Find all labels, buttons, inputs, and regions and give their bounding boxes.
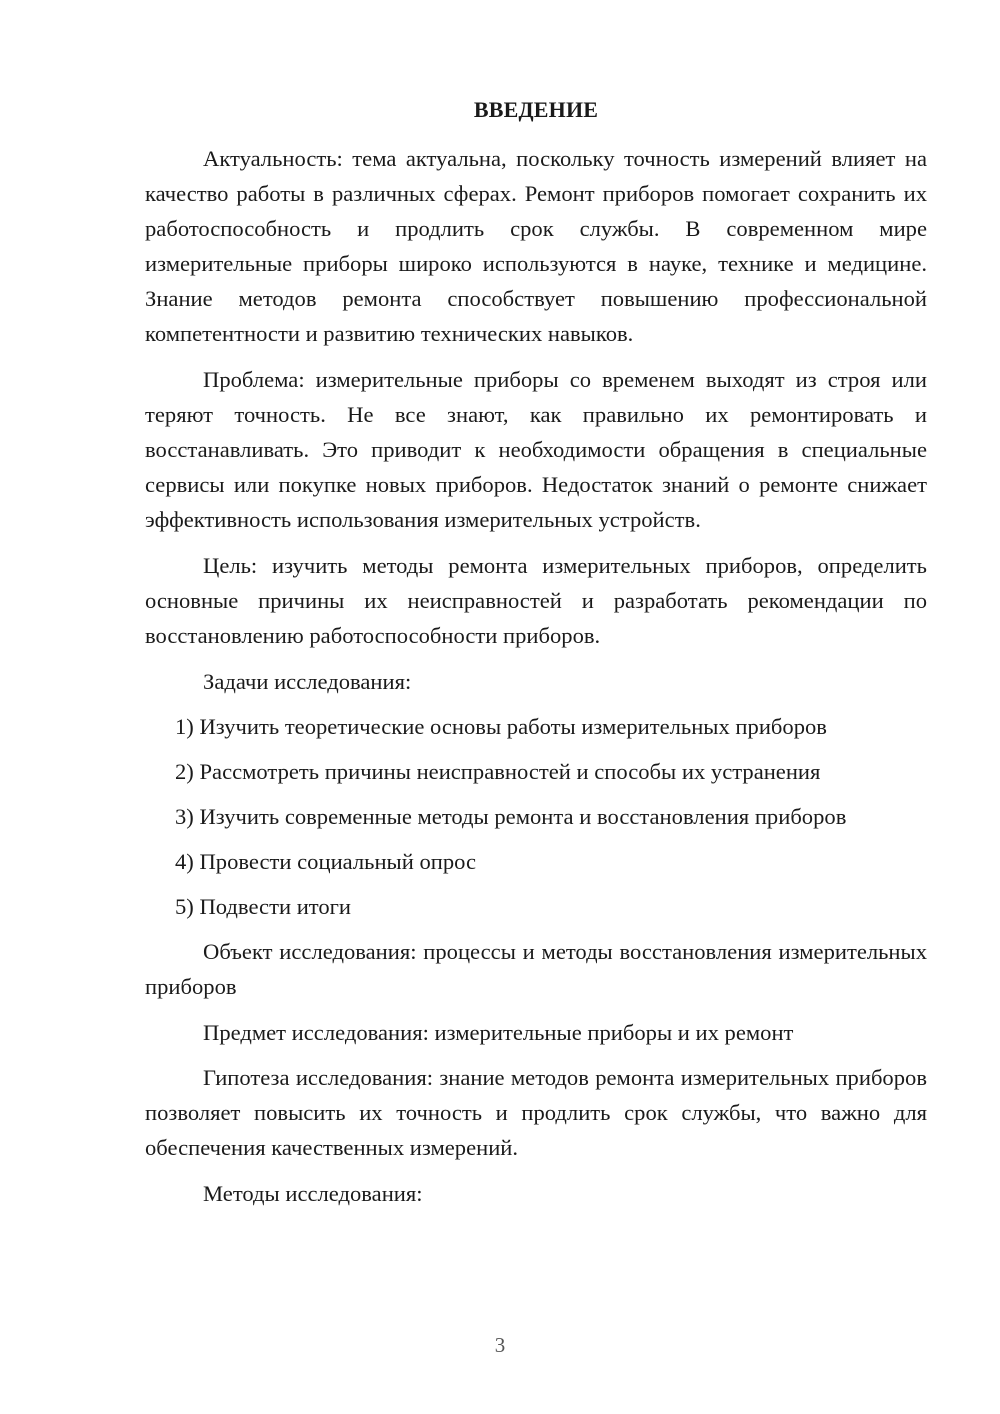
document-page	[145, 92, 927, 1221]
object-paragraph: Объект исследования: процессы и методы восстановления измерительных приборов	[145, 939, 927, 999]
task-item-1: 1) Изучить теоретические основы работы измерительных приборов	[175, 714, 827, 739]
task-item-2: 2) Рассмотреть причины неисправностей и способы их устранения	[175, 759, 821, 784]
task-item-5: 5) Подвести итоги	[175, 894, 352, 919]
tasks-list	[145, 709, 927, 924]
methods-heading: Методы исследования:	[203, 1181, 423, 1206]
task-item-4: 4) Провести социальный опрос	[175, 849, 477, 874]
relevance-paragraph: Актуальность: тема актуальна, поскольку точность измерений влияет на качество работы в различных сферах. Ремонт приборов помогает сохранить их работоспособность и продлить срок службы. В современном мире измерительные приборы широко используются в науке, технике и медицине. Знание методов ремонта способствует повышению профессиональной компетентности и развитию технических навыков.	[145, 146, 927, 346]
task-item-3: 3) Изучить современные методы ремонта и восстановления приборов	[175, 804, 847, 829]
page-number: 3	[494, 1333, 506, 1357]
subject-paragraph: Предмет исследования: измерительные приборы и их ремонт	[203, 1020, 794, 1045]
problem-paragraph: Проблема: измерительные приборы со временем выходят из строя или теряют точность. Не все знают, как правильно их ремонтировать и восстанавливать. Это приводит к необходимости обращения в специальные сервисы или покупке новых приборов. Недостаток знаний о ремонте снижает эффективность использования измерительных устройств.	[145, 367, 927, 532]
section-title: ВВЕДЕНИЕ	[473, 97, 599, 122]
tasks-heading: Задачи исследования:	[203, 669, 412, 694]
hypothesis-paragraph: Гипотеза исследования: знание методов ремонта измерительных приборов позволяет повысить их точность и продлить срок службы, что важно для обеспечения качественных измерений.	[145, 1065, 927, 1160]
goal-paragraph: Цель: изучить методы ремонта измерительных приборов, определить основные причины их неисправностей и разработать рекомендации по восстановлению работоспособности приборов.	[145, 553, 927, 648]
